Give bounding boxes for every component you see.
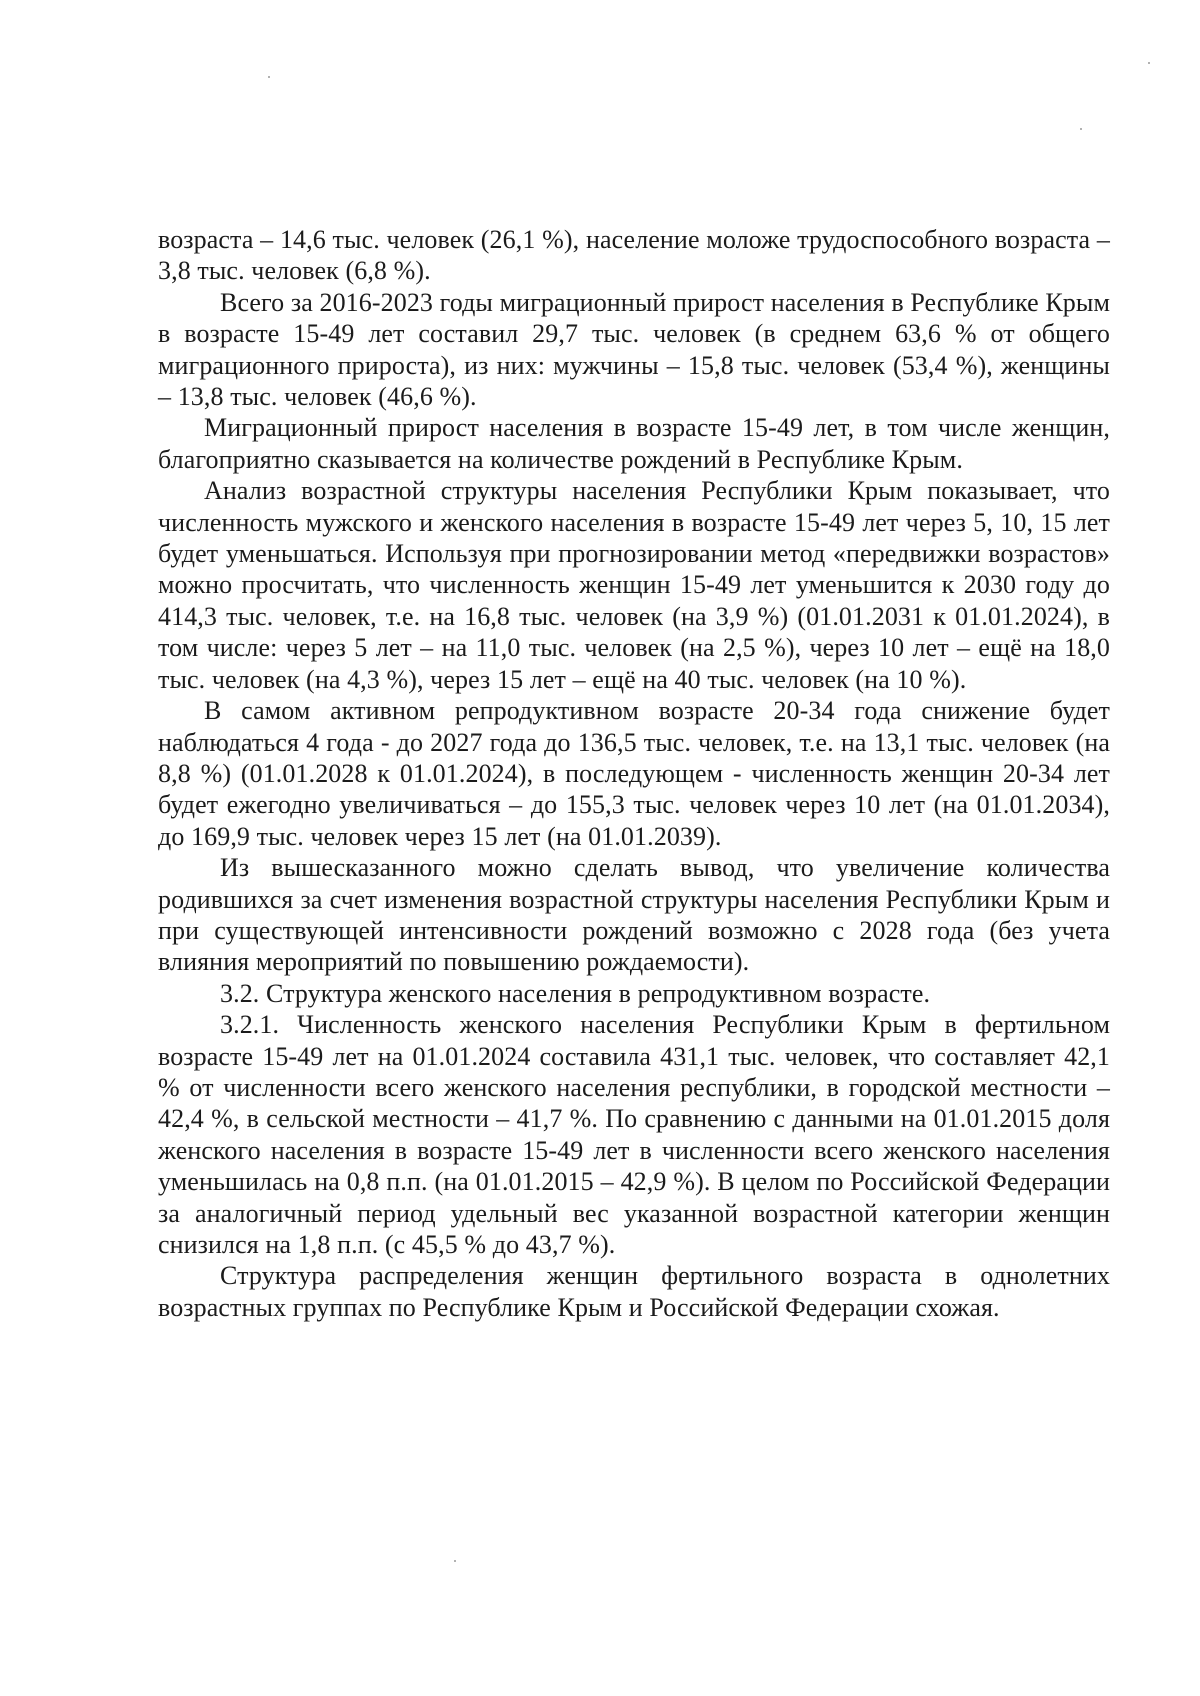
paragraph-5: В самом активном репродуктивном возрасте 20-34 года снижение будет наблюдаться 4 года - до 2027 года до 136,5 тыс. человек, т.е. на 13,1 тыс. человек (на 8,8 %) (01.01.2028 к 01.01.2024), в последующем - численность женщин 20-34 лет будет ежегодно увеличиваться – до 155,3 тыс. человек через 10 лет (на 01.01.2034), до 169,9 тыс. человек через 15 лет (на 01.01.2039). — [158, 696, 1110, 851]
document-body — [158, 224, 1110, 1323]
paragraph-1: возраста – 14,6 тыс. человек (26,1 %), население моложе трудоспособного возраста – 3,8 тыс. человек (6,8 %). — [158, 225, 1110, 286]
scan-speck — [1080, 128, 1082, 130]
scan-speck — [1148, 62, 1150, 64]
scan-speck — [454, 1560, 456, 1562]
section-heading-3-2: 3.2. Структура женского населения в репродуктивном возрасте. — [220, 978, 931, 1008]
paragraph-2: Всего за 2016-2023 годы миграционный прирост населения в Республике Крым в возрасте 15-49 лет составил 29,7 тыс. человек (в среднем 63,6 % от общего миграционного прироста), из них: мужчины – 15,8 тыс. человек (53,4 %), женщины – 13,8 тыс. человек (46,6 %). — [158, 287, 1110, 412]
paragraph-3: Миграционный прирост населения в возрасте 15-49 лет, в том числе женщин, благоприятно сказывается на количестве рождений в Республике Крым. — [158, 413, 1110, 474]
paragraph-4: Анализ возрастной структуры населения Республики Крым показывает, что численность мужского и женского населения в возрасте 15-49 лет через 5, 10, 15 лет будет уменьшаться. Используя при прогнозировании метод «передвижки возрастов» можно просчитать, что численность женщин 15-49 лет уменьшится к 2030 году до 414,3 тыс. человек, т.е. на 16,8 тыс. человек (на 3,9 %) (01.01.2031 к 01.01.2024), в том числе: через 5 лет – на 11,0 тыс. человек (на 2,5 %), через 10 лет – ещё на 18,0 тыс. человек (на 4,3 %), через 15 лет – ещё на 40 тыс. человек (на 10 %). — [158, 476, 1110, 694]
paragraph-3-2-1: 3.2.1. Численность женского населения Республики Крым в фертильном возрасте 15-49 лет на 01.01.2024 составила 431,1 тыс. человек, что составляет 42,1 % от численности всего женского населения республики, в городской местности – 42,4 %, в сельской местности – 41,7 %. По сравнению с данными на 01.01.2015 доля женского населения в возрасте 15-49 лет в численности всего женского населения уменьшилась на 0,8 п.п. (на 01.01.2015 – 42,9 %). В целом по Российской Федерации за аналогичный период удельный вес указанной возрастной категории женщин снизился на 1,8 п.п. (с 45,5 % до 43,7 %). — [158, 1010, 1110, 1259]
scan-speck — [268, 76, 270, 78]
paragraph-6: Из вышесказанного можно сделать вывод, что увеличение количества родившихся за счет изменения возрастной структуры населения Республики Крым и при существующей интенсивности рождений возможно с 2028 года (без учета влияния мероприятий по повышению рождаемости). — [158, 853, 1110, 977]
paragraph-last: Структура распределения женщин фертильного возраста в однолетних возрастных группах по Республике Крым и Российской Федерации схожая. — [158, 1261, 1110, 1322]
